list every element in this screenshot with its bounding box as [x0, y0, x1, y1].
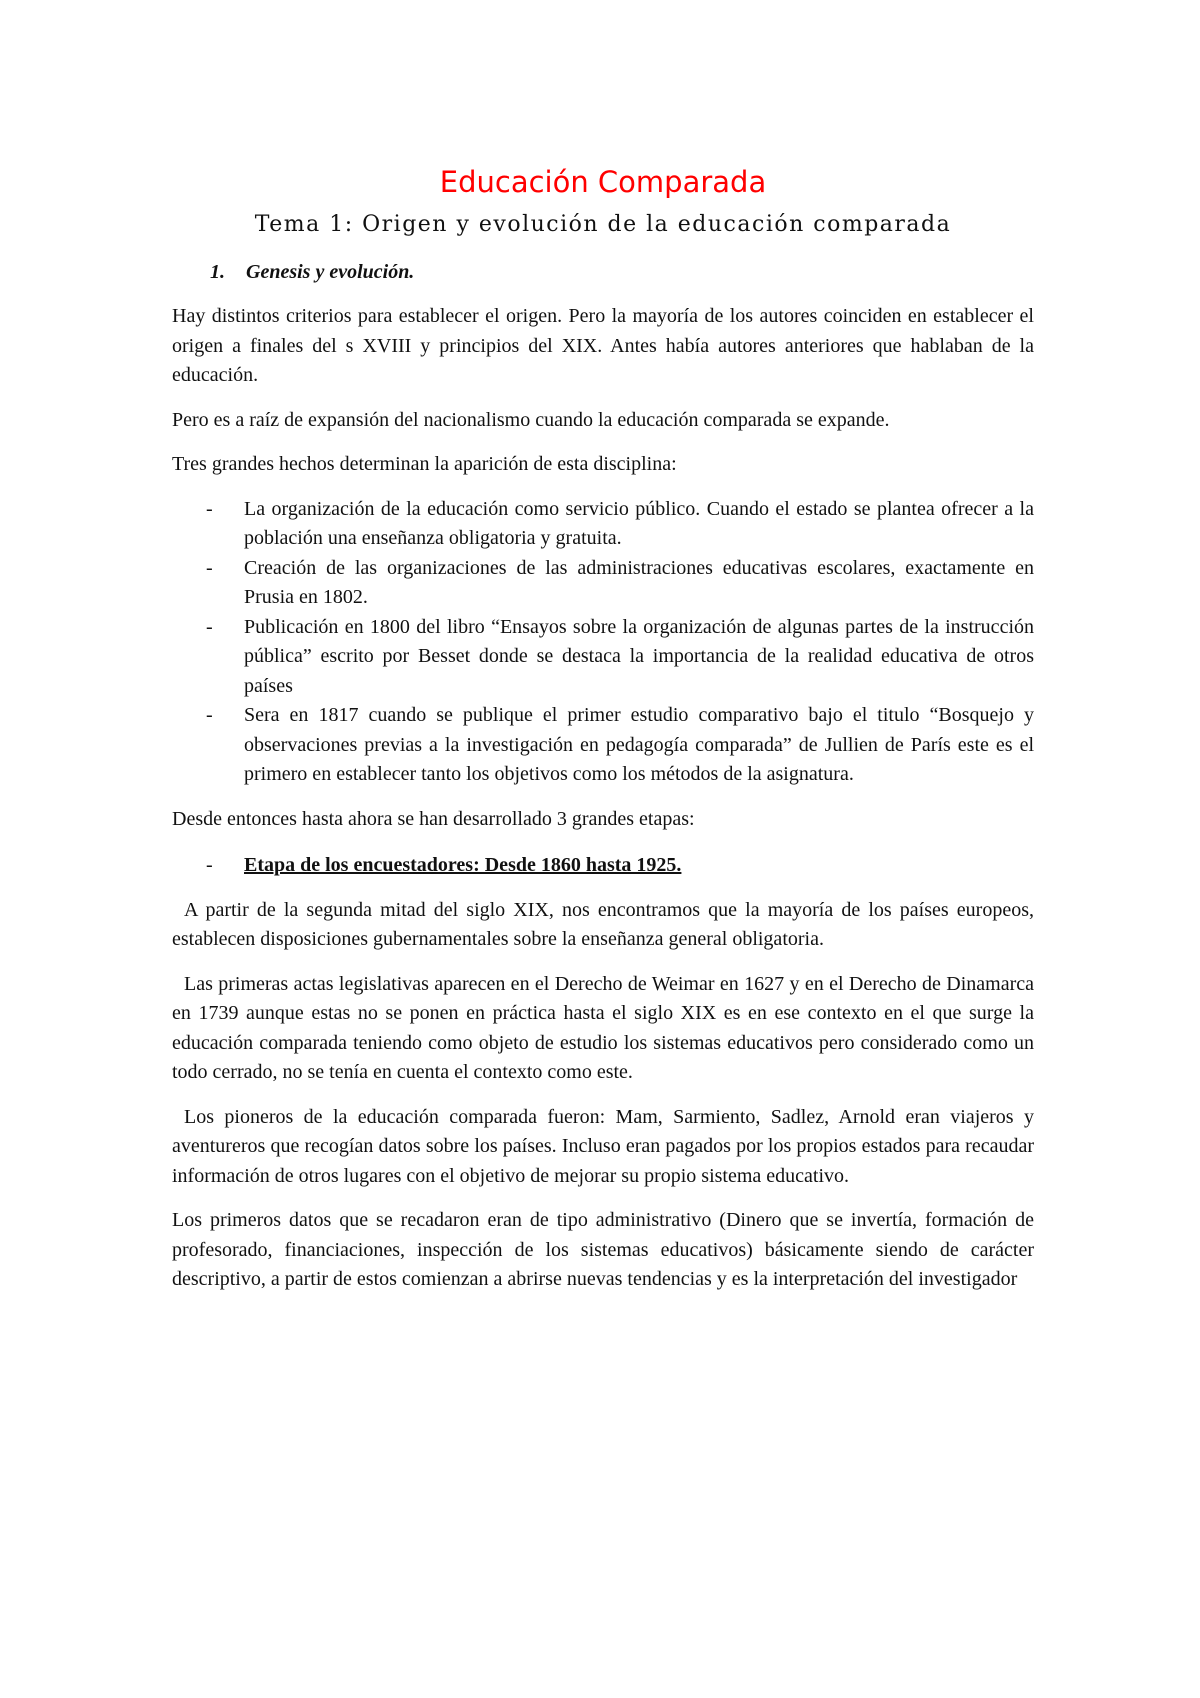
list-item: [172, 701, 1034, 790]
list-item-text: Creación de las organizaciones de las administraciones educativas escolares, exactamente en Prusia en 1802.: [244, 556, 1034, 608]
section-heading: [210, 258, 1034, 286]
document-body: [172, 164, 1034, 1295]
paragraph-stages-intro: Desde entonces hasta ahora se han desarrollado 3 grandes etapas:: [172, 807, 695, 830]
list-item-text: La organización de la educación como servicio público. Cuando el estado se plantea ofrecer a la población una enseñanza obligatoria y gratuita.: [244, 497, 1034, 549]
list-dash: -: [206, 497, 213, 520]
section-title: Genesis y evolución.: [246, 261, 415, 283]
list-dash: -: [206, 615, 213, 638]
list-item-text: Publicación en 1800 del libro “Ensayos sobre la organización de algunas partes de la instrucción pública” escrito por Besset donde se destaca la importancia de la realidad educativa de otros países: [244, 615, 1034, 697]
document-subtitle: Tema 1: Origen y evolución de la educación comparada: [254, 212, 952, 237]
paragraph-stage-2: Las primeras actas legislativas aparecen en el Derecho de Weimar en 1627 y en el Derecho de Dinamarca en 1739 aunque estas no se ponen en práctica hasta el siglo XIX es en ese contexto en el que surge la educación comparada teniendo como objeto de estudio los sistemas educativos pero considerado como un todo cerrado, no se tenía en cuenta el contexto como este.: [172, 972, 1034, 1083]
list-item: [172, 554, 1034, 613]
paragraph-stage-3: Los pioneros de la educación comparada fueron: Mam, Sarmiento, Sadlez, Arnold eran viajeros y aventureros que recogían datos sobre los países. Incluso eran pagados por los propios estados para recaudar información de otros lugares con el objetivo de mejorar su propio sistema educativo.: [172, 1105, 1034, 1187]
paragraph-stage-1: A partir de la segunda mitad del siglo XIX, nos encontramos que la mayoría de los países europeos, establecen disposiciones gubernamentales sobre la enseñanza general obligatoria.: [172, 898, 1034, 950]
list-dash: -: [206, 556, 213, 579]
section-number: 1.: [210, 261, 225, 283]
paragraph-stage-4: Los primeros datos que se recadaron eran de tipo administrativo (Dinero que se invertía, formación de profesorado, financiaciones, inspección de los sistemas educativos) básicamente siendo de carácter descriptivo, a partir de estos comienzan a abrirse nuevas tendencias y es la interpretación del investigador: [172, 1209, 1034, 1290]
document-title: Educación Comparada: [439, 165, 767, 199]
paragraph-three-facts: Tres grandes hechos determinan la aparición de esta disciplina:: [172, 453, 677, 475]
paragraph-origin: Hay distintos criterios para establecer el origen. Pero la mayoría de los autores coinciden en establecer el origen a finales del s XVIII y principios del XIX. Antes había autores anteriores que hablaban de la educación.: [172, 305, 1034, 386]
list-item: [172, 613, 1034, 702]
stage-heading: [206, 851, 1034, 881]
paragraph-nationalism: Pero es a raíz de expansión del nacionalismo cuando la educación comparada se expande.: [172, 408, 890, 431]
facts-list: [172, 495, 1034, 790]
stage-dash: -: [206, 854, 213, 876]
list-dash: -: [206, 704, 213, 726]
list-item: [172, 495, 1034, 554]
stage-title: Etapa de los encuestadores: Desde 1860 hasta 1925.: [244, 854, 682, 876]
list-item-text: Sera en 1817 cuando se publique el primer estudio comparativo bajo el titulo “Bosquejo y observaciones previas a la investigación en pedagogía comparada” de Jullien de París este es el primero en establecer tanto los objetivos como los métodos de la asignatura.: [244, 704, 1034, 785]
